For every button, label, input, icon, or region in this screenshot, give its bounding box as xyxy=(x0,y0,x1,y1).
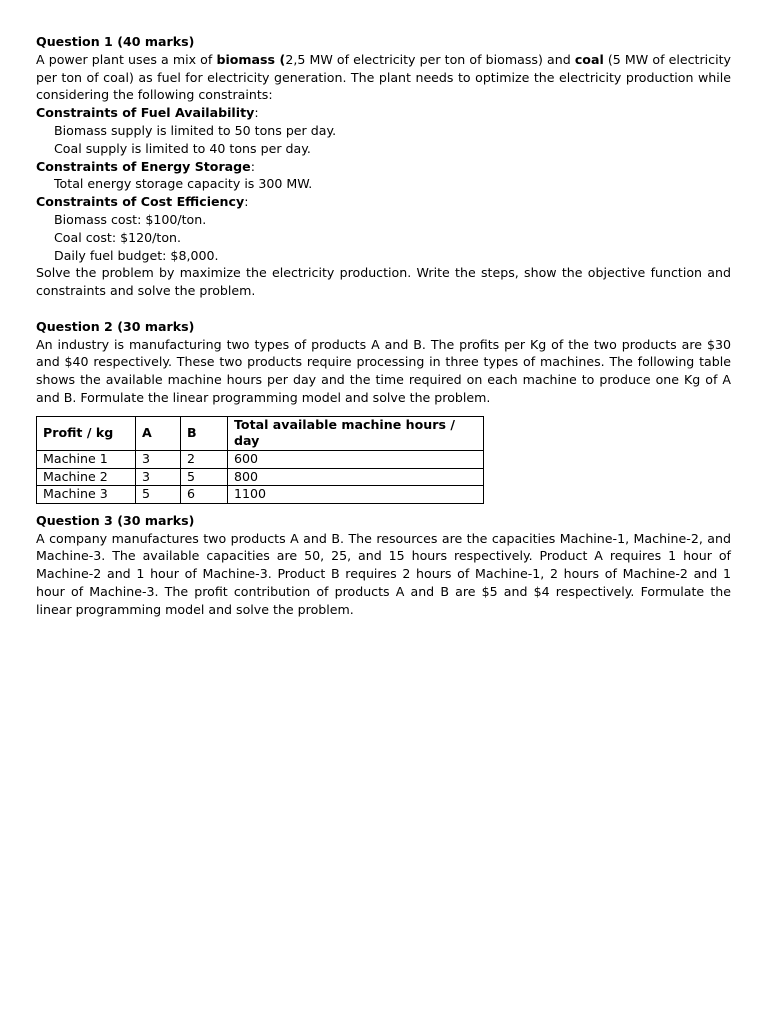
table-cell: Machine 1 xyxy=(37,450,136,468)
table-cell: Machine 3 xyxy=(37,486,136,504)
constraint-heading: Constraints of Fuel Availability: xyxy=(36,105,259,121)
intro-text-a: A power plant uses a mix of xyxy=(36,51,217,67)
question-1 xyxy=(36,33,731,300)
table-header-cell: Profit / kg xyxy=(37,416,136,450)
spacer xyxy=(36,300,731,318)
constraint-section-storage xyxy=(36,158,731,194)
table-cell: 800 xyxy=(228,468,484,486)
table-cell: 2 xyxy=(181,450,228,468)
table-cell: 3 xyxy=(136,468,181,486)
intro-text-biomass: biomass ( xyxy=(216,51,286,67)
question-1-title: Question 1 (40 marks) xyxy=(36,34,195,49)
table-cell: 5 xyxy=(181,468,228,486)
table-header-cell: Total available machine hours / day xyxy=(228,416,484,450)
document-page xyxy=(36,33,731,618)
machine-hours-table xyxy=(36,416,484,504)
constraint-item: Total energy storage capacity is 300 MW. xyxy=(54,176,313,192)
question-3 xyxy=(36,512,731,619)
table-row xyxy=(37,450,484,468)
intro-text-e: (5 MW of electricity per ton of coal) as fuel for electricity generation. The plant needs to optimize the electricity production while considering the following constraints: xyxy=(36,51,731,103)
table-header-cell: A xyxy=(136,416,181,450)
question-1-closing: Solve the problem by maximize the electricity production. Write the steps, show the objective function and constraints and solve the problem. xyxy=(36,265,731,299)
question-2-body: An industry is manufacturing two types of products A and B. The profits per Kg of the two products are $30 and $40 respectively. These two products require processing in three types of machines. The following table shows the available machine hours per day and the time required on each machine to produce one Kg of A and B. Formulate the linear programming model and solve the problem. xyxy=(36,336,731,405)
question-2-title: Question 2 (30 marks) xyxy=(36,318,195,334)
table-cell: 3 xyxy=(136,450,181,468)
constraint-item: Biomass supply is limited to 50 tons per day. xyxy=(54,122,337,138)
table-cell: 600 xyxy=(228,450,484,468)
constraint-heading: Constraints of Cost Efficiency: xyxy=(36,194,249,210)
question-3-title: Question 3 (30 marks) xyxy=(36,512,195,528)
table-cell: 1100 xyxy=(228,486,484,504)
constraint-item: Daily fuel budget: $8,000. xyxy=(54,247,219,263)
table-cell: 6 xyxy=(181,486,228,504)
table-cell: 5 xyxy=(136,486,181,504)
constraint-section-fuel xyxy=(36,104,731,157)
table-header-row xyxy=(37,416,484,450)
constraint-item: Coal supply is limited to 40 tons per day. xyxy=(54,140,311,156)
constraint-heading: Constraints of Energy Storage: xyxy=(36,158,255,174)
question-3-body: A company manufactures two products A and B. The resources are the capacities Machine-1, Machine-2, and Machine-3. The available capacities are 50, 25, and 15 hours respectively. Product A requires 1 hour of Machine-2 and 1 hour of Machine-3. Product B requires 2 hours of Machine-1, 2 hours of Machine-2 and 1 hour of Machine-3. The profit contribution of products A and B are $5 and $4 respectively. Formulate the linear programming model and solve the problem. xyxy=(36,530,731,617)
intro-text-coal: coal xyxy=(574,51,604,67)
question-2 xyxy=(36,318,731,504)
table-row xyxy=(37,468,484,486)
table-cell: Machine 2 xyxy=(37,468,136,486)
table-header-cell: B xyxy=(181,416,228,450)
table-row xyxy=(37,486,484,504)
constraint-item: Coal cost: $120/ton. xyxy=(54,229,182,245)
constraint-item: Biomass cost: $100/ton. xyxy=(54,211,207,227)
question-1-intro xyxy=(36,51,731,104)
constraint-section-cost xyxy=(36,193,731,264)
intro-text-c: 2,5 MW of electricity per ton of biomass) and xyxy=(285,51,575,67)
